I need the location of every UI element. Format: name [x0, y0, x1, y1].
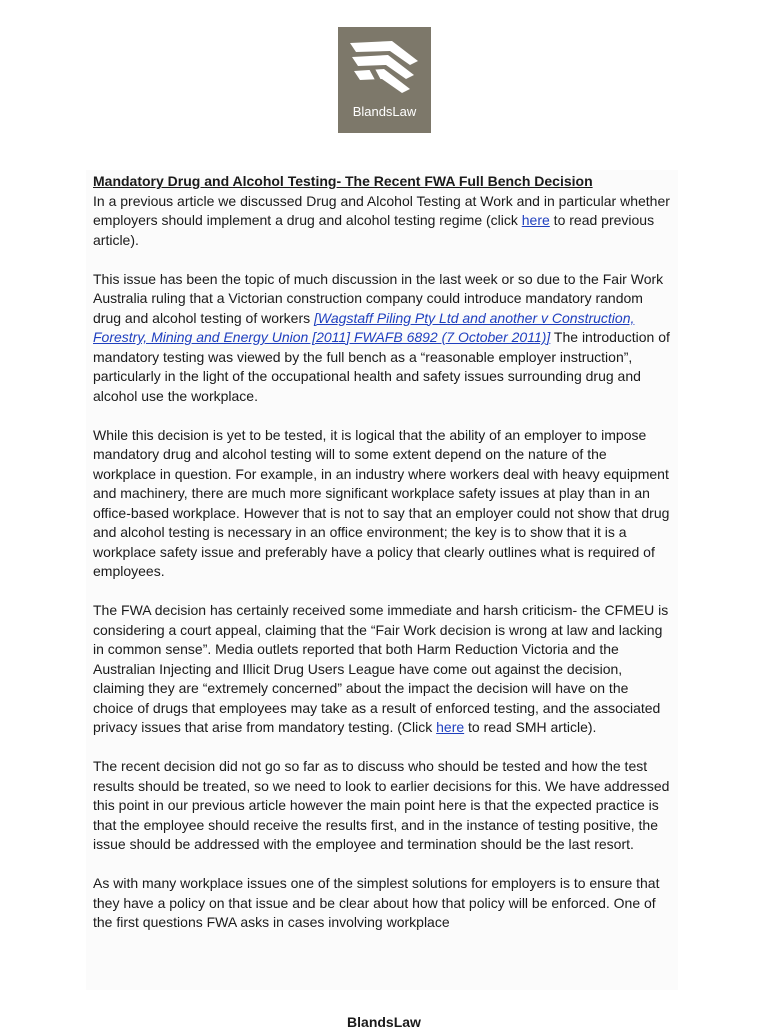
article-body [86, 170, 678, 990]
article-title: Mandatory Drug and Alcohol Testing- The Recent FWA Full Bench Decision [93, 173, 593, 189]
paragraph-text: This issue has been the topic of much discussion in the last week or so due to the Fair Work Australia ruling that a Victorian construction company could introduce mandatory random drug and alcohol testing of workers [93, 270, 664, 326]
paragraph-text: to read previous article). [93, 212, 655, 248]
blandslaw-logo [338, 27, 431, 133]
paragraph-text: The FWA decision has certainly received some immediate and harsh criticism- the CFMEU is considering a court appeal, claiming that the “Fair Work decision is wrong at law and lacking in common sense”. Media outlets reported that both Harm Reduction Victoria and the Australian Injecting and Illicit Drug Users League have come out against the decision, claiming they are “extremely concerned” about the impact the decision will have on the choice of drugs that employees may take as a result of enforced testing, and the associated privacy issues that arise from mandatory testing. (Click [93, 602, 669, 735]
paragraph-policy: As with many workplace issues one of the simplest solutions for employers is to ensure that they have a policy on that issue and be clear about how that policy will be enforced. One of the first questions FWA asks in cases involving workplace [93, 875, 660, 930]
paragraph-text: In a previous article we discussed Drug and Alcohol Testing at Work and in particular whether employers should implement a drug and alcohol testing regime (click [93, 192, 670, 228]
paragraph-testing: The recent decision did not go so far as to discuss who should be tested and how the test results should be treated, so we need to look to earlier decisions for this. We have addressed this point in our previous article however the main point here is that the expected practice is that the employee should receive the results first, and in the instance of testing positive, the issue should be addressed with the employee and termination should be the last resort. [93, 758, 670, 852]
paragraph-intro [93, 192, 671, 251]
case-citation-link[interactable]: [Wagstaff Piling Pty Ltd and another v Construction, Forestry, Mining and Energy Union [2011] FWAFB 6892 (7 October 2011)] [93, 309, 635, 345]
smh-article-link[interactable]: here [436, 719, 465, 735]
footer-brand: BlandsLaw [347, 1014, 421, 1030]
previous-article-link[interactable]: here [521, 212, 550, 228]
paragraph-text: The introduction of mandatory testing was viewed by the full bench as a “reasonable employer instruction”, particularly in the light of the occupational health and safety issues surrounding drug and alcohol use the workplace. [93, 329, 670, 404]
paragraph-ruling [93, 270, 671, 407]
paragraph-criticism [93, 601, 671, 738]
paragraph-logic: While this decision is yet to be tested, it is logical that the ability of an employer to impose mandatory drug and alcohol testing will to some extent depend on the nature of the workplace in question. For example, in an industry where workers deal with heavy equipment and machinery, there are much more significant workplace safety issues at play than in an office-based workplace. However that is not to say that an employer could not show that drug and alcohol testing is necessary in an office environment; the key is to show that it is a workplace safety issue and preferably have a policy that clearly outlines what is required of employees. [93, 426, 670, 579]
paragraph-text: to read SMH article). [464, 719, 597, 735]
logo-wordmark: BlandsLaw [352, 104, 417, 119]
